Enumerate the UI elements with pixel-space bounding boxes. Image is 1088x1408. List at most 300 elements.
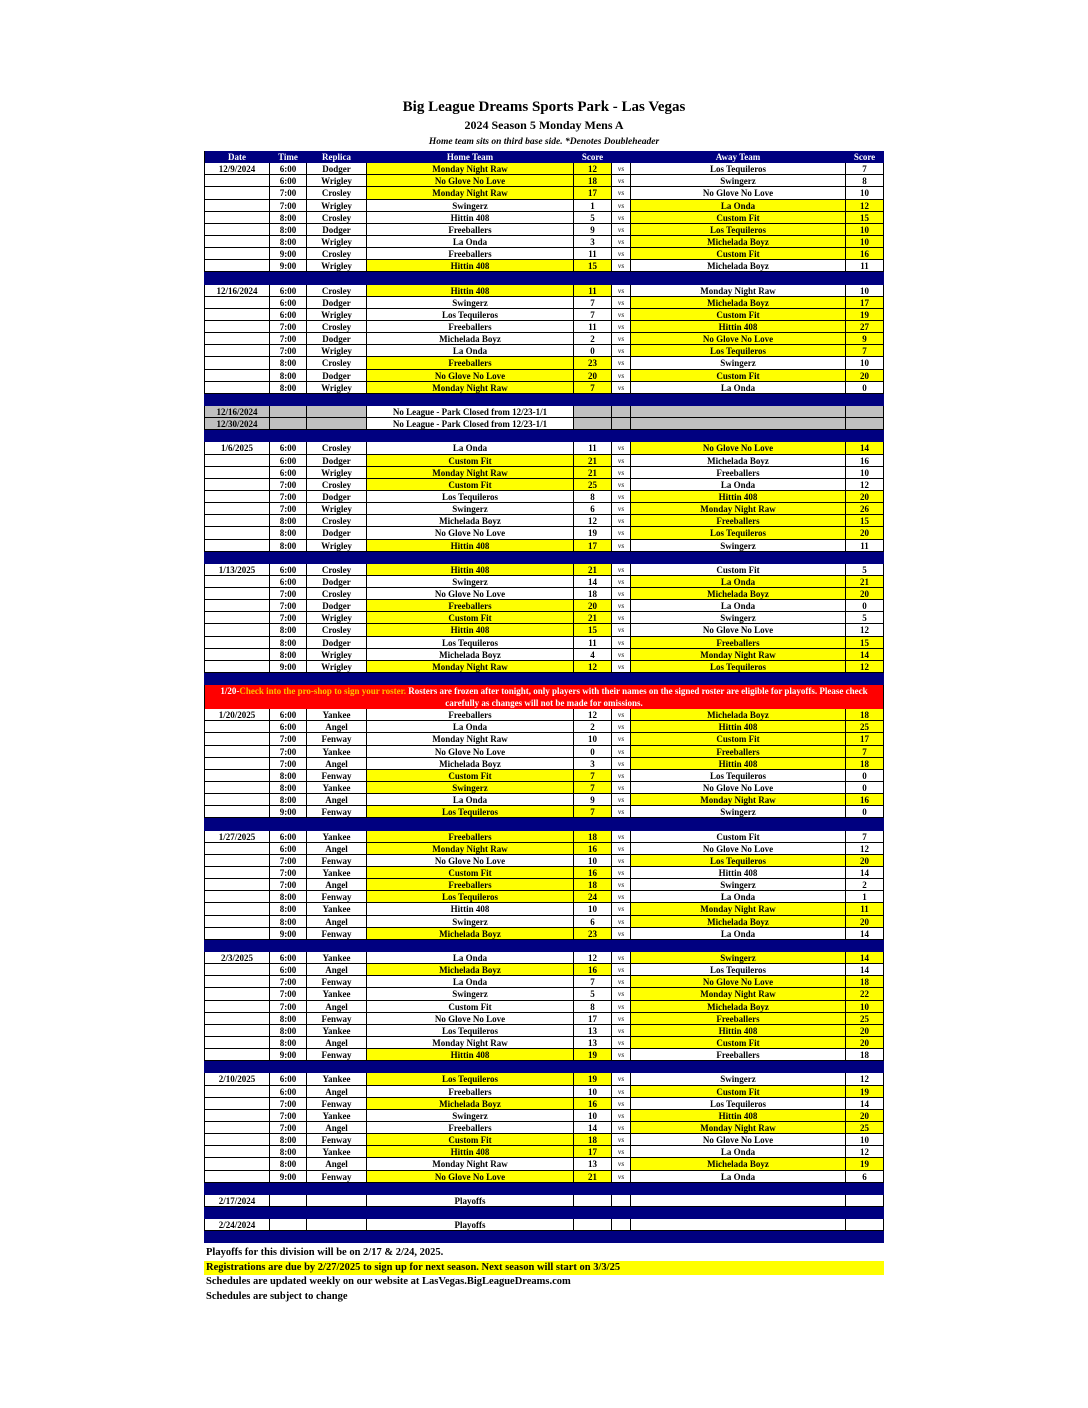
home-score-cell: 17 — [574, 1146, 612, 1158]
vs-cell: vs — [612, 758, 631, 770]
time-cell: 7:00 — [270, 200, 307, 212]
table-row — [204, 758, 884, 770]
away-score-cell: 12 — [846, 1073, 884, 1085]
away-team-cell: Monday Night Raw — [631, 1122, 846, 1134]
field-cell: Crosley — [307, 588, 367, 600]
home-team-cell: Custom Fit — [367, 479, 574, 491]
home-score-cell: 17 — [574, 1013, 612, 1025]
home-team-cell: Swingerz — [367, 297, 574, 309]
away-team-cell: Los Tequileros — [631, 345, 846, 357]
time-cell: 6:00 — [270, 309, 307, 321]
table-row — [204, 903, 884, 915]
table-row — [204, 916, 884, 928]
date-cell — [204, 782, 270, 794]
field-cell — [307, 406, 367, 418]
vs-cell: vs — [612, 709, 631, 721]
date-cell — [204, 976, 270, 988]
field-cell: Yankee — [307, 1146, 367, 1158]
table-row — [204, 309, 884, 321]
away-team-cell: Michelada Boyz — [631, 588, 846, 600]
home-score-cell: 13 — [574, 1025, 612, 1037]
away-team-cell: Monday Night Raw — [631, 794, 846, 806]
vs-cell: vs — [612, 976, 631, 988]
home-score-cell: 18 — [574, 1134, 612, 1146]
away-score-cell: 14 — [846, 649, 884, 661]
week-separator — [204, 272, 884, 284]
notice-text: Rosters are frozen after tonight, only players with their names on the signed roster are eligible for playoffs. Please check carefully as changes will not be made for omissions. — [406, 686, 868, 709]
away-team-cell: No Glove No Love — [631, 1134, 846, 1146]
away-score-cell: 9 — [846, 333, 884, 345]
time-cell: 7:00 — [270, 976, 307, 988]
vs-cell: vs — [612, 479, 631, 491]
away-team-cell: Michelada Boyz — [631, 455, 846, 467]
vs-cell: vs — [612, 831, 631, 843]
away-score-cell: 20 — [846, 370, 884, 382]
vs-cell: vs — [612, 964, 631, 976]
time-cell: 9:00 — [270, 806, 307, 818]
table-row — [204, 1025, 884, 1037]
home-team-cell: Monday Night Raw — [367, 187, 574, 199]
table-row — [204, 442, 884, 454]
field-cell: Yankee — [307, 1073, 367, 1085]
date-cell — [204, 1171, 270, 1183]
home-score-cell: 12 — [574, 952, 612, 964]
table-row — [204, 503, 884, 515]
home-team-cell: Monday Night Raw — [367, 382, 574, 394]
field-cell: Angel — [307, 916, 367, 928]
table-row — [204, 1037, 884, 1049]
home-score-cell: 21 — [574, 467, 612, 479]
vs-cell: vs — [612, 1098, 631, 1110]
field-cell: Fenway — [307, 770, 367, 782]
date-cell — [204, 733, 270, 745]
field-cell: Yankee — [307, 746, 367, 758]
col-date: Date — [204, 151, 270, 163]
date-cell — [204, 345, 270, 357]
away-score-cell: 14 — [846, 928, 884, 940]
away-score-cell: 14 — [846, 1098, 884, 1110]
away-team-cell — [631, 418, 846, 430]
field-cell: Fenway — [307, 891, 367, 903]
time-cell: 7:00 — [270, 1110, 307, 1122]
away-score-cell: 0 — [846, 806, 884, 818]
time-cell: 8:00 — [270, 1037, 307, 1049]
table-row — [204, 843, 884, 855]
home-score-cell — [574, 406, 612, 418]
home-score-cell: 20 — [574, 370, 612, 382]
vs-cell: vs — [612, 637, 631, 649]
date-cell — [204, 843, 270, 855]
home-score-cell: 11 — [574, 248, 612, 260]
home-score-cell: 10 — [574, 733, 612, 745]
vs-cell: vs — [612, 187, 631, 199]
away-score-cell: 5 — [846, 564, 884, 576]
away-score-cell: 19 — [846, 309, 884, 321]
table-row — [204, 564, 884, 576]
vs-cell: vs — [612, 649, 631, 661]
away-score-cell: 18 — [846, 976, 884, 988]
closed-row — [204, 406, 884, 418]
away-team-cell: Custom Fit — [631, 564, 846, 576]
away-score-cell: 17 — [846, 733, 884, 745]
table-header — [204, 151, 884, 163]
home-score-cell: 4 — [574, 649, 612, 661]
time-cell: 8:00 — [270, 1025, 307, 1037]
away-team-cell: Hittin 408 — [631, 867, 846, 879]
away-score-cell: 0 — [846, 782, 884, 794]
table-row — [204, 491, 884, 503]
vs-cell: vs — [612, 624, 631, 636]
away-team-cell: Custom Fit — [631, 248, 846, 260]
table-row — [204, 1013, 884, 1025]
away-score-cell: 12 — [846, 843, 884, 855]
vs-cell: vs — [612, 988, 631, 1000]
col-replica: Replica — [307, 151, 367, 163]
away-team-cell: No Glove No Love — [631, 976, 846, 988]
date-cell — [204, 964, 270, 976]
field-cell: Yankee — [307, 903, 367, 915]
away-score-cell: 10 — [846, 1001, 884, 1013]
time-cell: 8:00 — [270, 1134, 307, 1146]
home-score-cell: 3 — [574, 758, 612, 770]
field-cell: Crosley — [307, 321, 367, 333]
home-score-cell: 11 — [574, 321, 612, 333]
time-cell: 6:00 — [270, 564, 307, 576]
home-score-cell: 11 — [574, 442, 612, 454]
away-team-cell: Los Tequileros — [631, 224, 846, 236]
home-team-cell: Hittin 408 — [367, 1146, 574, 1158]
away-team-cell: Michelada Boyz — [631, 1158, 846, 1170]
vs-cell: vs — [612, 1086, 631, 1098]
away-team-cell: Hittin 408 — [631, 1025, 846, 1037]
vs-cell: vs — [612, 163, 631, 175]
home-team-cell: Swingerz — [367, 782, 574, 794]
time-cell: 8:00 — [270, 770, 307, 782]
time-cell: 6:00 — [270, 831, 307, 843]
date-cell: 12/16/2024 — [204, 406, 270, 418]
home-score-cell: 7 — [574, 770, 612, 782]
col-home-score: Score — [574, 151, 612, 163]
away-score-cell: 12 — [846, 479, 884, 491]
field-cell: Wrigley — [307, 661, 367, 673]
vs-cell: vs — [612, 333, 631, 345]
away-team-cell: Swingerz — [631, 175, 846, 187]
vs-cell — [612, 406, 631, 418]
home-team-cell: Hittin 408 — [367, 624, 574, 636]
away-score-cell: 21 — [846, 576, 884, 588]
away-score-cell: 20 — [846, 491, 884, 503]
time-cell: 8:00 — [270, 224, 307, 236]
date-cell: 2/17/2024 — [204, 1195, 270, 1207]
away-team-cell: Swingerz — [631, 540, 846, 552]
home-team-cell: Michelada Boyz — [367, 928, 574, 940]
vs-cell: vs — [612, 370, 631, 382]
date-cell — [204, 321, 270, 333]
time-cell: 6:00 — [270, 952, 307, 964]
date-cell — [204, 200, 270, 212]
away-score-cell: 16 — [846, 794, 884, 806]
away-score-cell: 19 — [846, 1158, 884, 1170]
vs-cell: vs — [612, 1037, 631, 1049]
away-team-cell — [631, 1195, 846, 1207]
home-score-cell: 7 — [574, 806, 612, 818]
date-cell: 2/10/2025 — [204, 1073, 270, 1085]
table-row — [204, 1049, 884, 1061]
field-cell: Crosley — [307, 357, 367, 369]
vs-cell: vs — [612, 1122, 631, 1134]
home-score-cell: 20 — [574, 600, 612, 612]
home-team-cell: Los Tequileros — [367, 891, 574, 903]
time-cell: 8:00 — [270, 916, 307, 928]
field-cell: Yankee — [307, 1025, 367, 1037]
away-team-cell: Michelada Boyz — [631, 260, 846, 272]
home-team-cell: Freeballers — [367, 831, 574, 843]
field-cell: Wrigley — [307, 467, 367, 479]
vs-cell — [612, 418, 631, 430]
home-team-cell: Monday Night Raw — [367, 843, 574, 855]
away-score-cell: 12 — [846, 624, 884, 636]
away-team-cell: La Onda — [631, 600, 846, 612]
table-row — [204, 928, 884, 940]
home-team-cell: Michelada Boyz — [367, 758, 574, 770]
vs-cell: vs — [612, 357, 631, 369]
vs-cell: vs — [612, 1171, 631, 1183]
table-row — [204, 649, 884, 661]
field-cell: Fenway — [307, 1013, 367, 1025]
vs-cell: vs — [612, 916, 631, 928]
home-score-cell: 21 — [574, 564, 612, 576]
week-separator — [204, 430, 884, 442]
vs-cell: vs — [612, 600, 631, 612]
vs-cell: vs — [612, 224, 631, 236]
table-row — [204, 1001, 884, 1013]
home-team-cell: No Glove No Love — [367, 588, 574, 600]
home-team-cell: Los Tequileros — [367, 1073, 574, 1085]
footer-playoffs: Playoffs for this division will be on 2/17 & 2/24, 2025. — [206, 1247, 444, 1258]
date-cell — [204, 746, 270, 758]
home-team-cell: Hittin 408 — [367, 903, 574, 915]
table-row — [204, 479, 884, 491]
col-vs — [612, 151, 631, 163]
away-team-cell: La Onda — [631, 1171, 846, 1183]
time-cell: 7:00 — [270, 479, 307, 491]
table-row — [204, 661, 884, 673]
away-team-cell: Los Tequileros — [631, 1098, 846, 1110]
date-cell — [204, 758, 270, 770]
home-score-cell: 11 — [574, 637, 612, 649]
home-score-cell: 17 — [574, 187, 612, 199]
away-team-cell: Monday Night Raw — [631, 285, 846, 297]
away-score-cell — [846, 406, 884, 418]
time-cell: 7:00 — [270, 187, 307, 199]
vs-cell: vs — [612, 515, 631, 527]
home-team-cell: Swingerz — [367, 503, 574, 515]
field-cell: Crosley — [307, 285, 367, 297]
time-cell: 6:00 — [270, 442, 307, 454]
home-team-cell: No Glove No Love — [367, 1013, 574, 1025]
home-score-cell: 10 — [574, 903, 612, 915]
field-cell: Dodger — [307, 163, 367, 175]
time-cell: 9:00 — [270, 1049, 307, 1061]
home-team-cell: Monday Night Raw — [367, 467, 574, 479]
field-cell: Fenway — [307, 976, 367, 988]
field-cell: Yankee — [307, 952, 367, 964]
date-cell — [204, 1110, 270, 1122]
home-score-cell: 13 — [574, 1158, 612, 1170]
date-cell — [204, 649, 270, 661]
date-cell — [204, 600, 270, 612]
field-cell: Angel — [307, 843, 367, 855]
field-cell: Dodger — [307, 491, 367, 503]
home-team-cell: Custom Fit — [367, 1001, 574, 1013]
time-cell: 8:00 — [270, 370, 307, 382]
home-team-cell: Monday Night Raw — [367, 1037, 574, 1049]
field-cell: Crosley — [307, 212, 367, 224]
time-cell: 8:00 — [270, 515, 307, 527]
time-cell: 9:00 — [270, 248, 307, 260]
home-score-cell: 6 — [574, 916, 612, 928]
roster-notice — [204, 685, 884, 709]
away-team-cell: Monday Night Raw — [631, 503, 846, 515]
home-team-cell: Monday Night Raw — [367, 733, 574, 745]
away-score-cell: 20 — [846, 855, 884, 867]
vs-cell: vs — [612, 1073, 631, 1085]
table-row — [204, 285, 884, 297]
away-score-cell: 10 — [846, 1134, 884, 1146]
vs-cell: vs — [612, 855, 631, 867]
away-team-cell: Custom Fit — [631, 370, 846, 382]
playoffs-row — [204, 1195, 884, 1207]
away-team-cell: Swingerz — [631, 806, 846, 818]
home-score-cell — [574, 418, 612, 430]
schedule-note: Home team sits on third base side. *Denotes Doubleheader — [428, 137, 660, 147]
table-row — [204, 733, 884, 745]
time-cell: 7:00 — [270, 1001, 307, 1013]
home-team-cell: Freeballers — [367, 321, 574, 333]
away-team-cell: Hittin 408 — [631, 1110, 846, 1122]
date-cell: 1/27/2025 — [204, 831, 270, 843]
away-team-cell: La Onda — [631, 891, 846, 903]
field-cell: Dodger — [307, 637, 367, 649]
away-score-cell: 20 — [846, 1025, 884, 1037]
table-row — [204, 806, 884, 818]
vs-cell: vs — [612, 661, 631, 673]
time-cell — [270, 406, 307, 418]
home-score-cell: 12 — [574, 661, 612, 673]
table-row — [204, 345, 884, 357]
home-team-cell: La Onda — [367, 721, 574, 733]
away-score-cell: 10 — [846, 224, 884, 236]
field-cell: Wrigley — [307, 345, 367, 357]
away-score-cell: 20 — [846, 1037, 884, 1049]
field-cell: Wrigley — [307, 382, 367, 394]
away-score-cell: 15 — [846, 515, 884, 527]
home-score-cell: 2 — [574, 333, 612, 345]
field-cell: Fenway — [307, 1049, 367, 1061]
away-team-cell: Freeballers — [631, 637, 846, 649]
time-cell: 9:00 — [270, 260, 307, 272]
away-score-cell: 18 — [846, 709, 884, 721]
field-cell: Yankee — [307, 1110, 367, 1122]
date-cell — [204, 576, 270, 588]
field-cell — [307, 418, 367, 430]
table-row — [204, 1158, 884, 1170]
date-cell — [204, 527, 270, 539]
date-cell — [204, 297, 270, 309]
date-cell — [204, 588, 270, 600]
table-row — [204, 212, 884, 224]
away-score-cell: 20 — [846, 1110, 884, 1122]
field-cell: Dodger — [307, 527, 367, 539]
vs-cell: vs — [612, 260, 631, 272]
away-score-cell: 0 — [846, 770, 884, 782]
table-row — [204, 600, 884, 612]
home-team-cell: Playoffs — [367, 1195, 574, 1207]
field-cell: Crosley — [307, 624, 367, 636]
vs-cell: vs — [612, 794, 631, 806]
date-cell — [204, 382, 270, 394]
home-score-cell: 18 — [574, 831, 612, 843]
table-row — [204, 175, 884, 187]
away-team-cell: Los Tequileros — [631, 163, 846, 175]
time-cell: 8:00 — [270, 1013, 307, 1025]
field-cell: Crosley — [307, 515, 367, 527]
field-cell: Yankee — [307, 831, 367, 843]
home-team-cell: Hittin 408 — [367, 540, 574, 552]
time-cell: 7:00 — [270, 1122, 307, 1134]
away-score-cell: 8 — [846, 175, 884, 187]
table-row — [204, 782, 884, 794]
time-cell: 6:00 — [270, 175, 307, 187]
away-team-cell: No Glove No Love — [631, 187, 846, 199]
date-cell — [204, 1134, 270, 1146]
vs-cell: vs — [612, 1134, 631, 1146]
vs-cell — [612, 1195, 631, 1207]
away-score-cell: 7 — [846, 831, 884, 843]
away-team-cell: La Onda — [631, 576, 846, 588]
date-cell: 2/3/2025 — [204, 952, 270, 964]
table-row — [204, 721, 884, 733]
away-score-cell: 17 — [846, 297, 884, 309]
vs-cell: vs — [612, 503, 631, 515]
page-title: Big League Dreams Sports Park - Las Vegas — [402, 99, 686, 115]
field-cell: Angel — [307, 1158, 367, 1170]
date-cell — [204, 1013, 270, 1025]
home-team-cell: Freeballers — [367, 248, 574, 260]
home-team-cell: No Glove No Love — [367, 527, 574, 539]
away-score-cell: 25 — [846, 1013, 884, 1025]
date-cell — [204, 916, 270, 928]
closed-row — [204, 418, 884, 430]
time-cell — [270, 1195, 307, 1207]
table-row — [204, 1073, 884, 1085]
away-score-cell: 2 — [846, 879, 884, 891]
week-separator — [204, 552, 884, 564]
away-team-cell: Los Tequileros — [631, 855, 846, 867]
home-score-cell: 7 — [574, 309, 612, 321]
time-cell: 7:00 — [270, 600, 307, 612]
home-team-cell: No Glove No Love — [367, 746, 574, 758]
away-score-cell: 7 — [846, 746, 884, 758]
home-score-cell: 18 — [574, 879, 612, 891]
away-score-cell: 12 — [846, 1146, 884, 1158]
vs-cell: vs — [612, 527, 631, 539]
footer-website: Schedules are updated weekly on our website at LasVegas.BigLeagueDreams.com — [206, 1276, 571, 1287]
time-cell: 7:00 — [270, 758, 307, 770]
away-team-cell: La Onda — [631, 928, 846, 940]
field-cell: Angel — [307, 879, 367, 891]
field-cell: Wrigley — [307, 649, 367, 661]
